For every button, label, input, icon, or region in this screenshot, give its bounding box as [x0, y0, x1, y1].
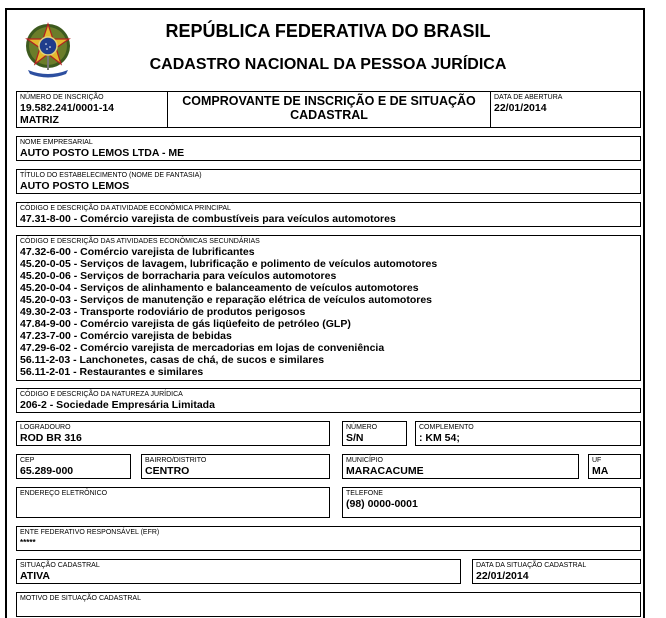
situacao-label: SITUAÇÃO CADASTRAL — [20, 562, 100, 569]
municipio-label: MUNICÍPIO — [346, 457, 383, 464]
abertura-box — [490, 91, 641, 128]
natureza-juridica-label: CÓDIGO E DESCRIÇÃO DA NATUREZA JURÍDICA — [20, 391, 183, 398]
data-situacao-label: DATA DA SITUAÇÃO CADASTRAL — [476, 562, 587, 569]
atividades-secundarias-box — [16, 235, 641, 381]
list-item: 45.20-0-05 - Serviços de lavagem, lubrificação e polimento de veículos automotores — [20, 258, 438, 270]
page-subtitle: CADASTRO NACIONAL DA PESSOA JURÍDICA — [149, 56, 507, 73]
bairro-value: CENTRO — [145, 465, 190, 477]
bairro-label: BAIRRO/DISTRITO — [145, 457, 207, 464]
comprovante-title-line2: CADASTRAL — [290, 108, 368, 122]
uf-label: UF — [592, 457, 602, 464]
logradouro-value: ROD BR 316 — [20, 432, 82, 444]
uf-value: MA — [592, 465, 609, 477]
numero-label: NÚMERO — [346, 424, 378, 431]
inscricao-type: MATRIZ — [20, 114, 59, 126]
inscricao-number: 19.582.241/0001-14 — [20, 102, 115, 114]
list-item: 45.20-0-04 - Serviços de alinhamento e balanceamento de veículos automotores — [20, 282, 419, 294]
natureza-juridica-box — [16, 388, 641, 413]
uf-box — [588, 454, 641, 479]
atividade-principal-box — [16, 202, 641, 227]
situacao-value: ATIVA — [20, 570, 50, 582]
complemento-label: COMPLEMENTO — [419, 424, 474, 431]
list-item: 56.11-2-03 - Lanchonetes, casas de chá, de sucos e similares — [20, 354, 325, 366]
telefone-label: TELEFONE — [346, 490, 383, 497]
abertura-label: DATA DE ABERTURA — [494, 94, 563, 101]
efr-label: ENTE FEDERATIVO RESPONSÁVEL (EFR) — [20, 529, 160, 536]
cep-label: CEP — [20, 457, 35, 464]
nome-empresarial-box — [16, 136, 641, 161]
list-item: 49.30-2-03 - Transporte rodoviário de produtos perigosos — [20, 306, 306, 318]
list-item: 47.84-9-00 - Comércio varejista de gás liqüefeito de petróleo (GLP) — [20, 318, 351, 330]
bairro-box — [141, 454, 330, 479]
titulo-box — [16, 169, 641, 194]
list-item: 45.20-0-06 - Serviços de borracharia para veículos automotores — [20, 270, 337, 282]
numero-value: S/N — [346, 432, 364, 444]
telefone-value: (98) 0000-0001 — [346, 498, 418, 510]
complemento-value: : KM 54; — [419, 432, 460, 444]
efr-box — [16, 526, 641, 551]
complemento-box — [415, 421, 641, 446]
titulo-label: TÍTULO DO ESTABELECIMENTO (NOME DE FANTASIA) — [20, 172, 202, 179]
logradouro-box — [16, 421, 330, 446]
inscricao-label: NÚMERO DE INSCRIÇÃO — [20, 94, 104, 101]
cep-value: 65.289-000 — [20, 465, 74, 477]
list-item: 47.29-6-02 - Comércio varejista de mercadorias em lojas de conveniência — [20, 342, 385, 354]
numero-box — [342, 421, 407, 446]
logradouro-label: LOGRADOURO — [20, 424, 71, 431]
list-item: 47.32-6-00 - Comércio varejista de lubrificantes — [20, 246, 255, 258]
email-box — [16, 487, 330, 518]
cep-box — [16, 454, 131, 479]
comprovante-box — [167, 91, 491, 128]
efr-value: ***** — [20, 538, 36, 547]
situacao-box — [16, 559, 461, 584]
motivo-label: MOTIVO DE SITUAÇÃO CADASTRAL — [20, 595, 141, 602]
comprovante-title-line1: COMPROVANTE DE INSCRIÇÃO E DE SITUAÇÃO — [182, 94, 476, 108]
abertura-value: 22/01/2014 — [494, 102, 547, 114]
list-item: 45.20-0-03 - Serviços de manutenção e reparação elétrica de veículos automotores — [20, 294, 433, 306]
data-situacao-box — [472, 559, 641, 584]
nome-empresarial-label: NOME EMPRESARIAL — [20, 139, 93, 146]
data-situacao-value: 22/01/2014 — [476, 570, 529, 582]
list-item: 56.11-2-01 - Restaurantes e similares — [20, 366, 204, 378]
telefone-box — [342, 487, 641, 518]
email-label: ENDEREÇO ELETRÔNICO — [20, 490, 108, 497]
nome-empresarial-value: AUTO POSTO LEMOS LTDA - ME — [20, 147, 185, 159]
page-title: REPÚBLICA FEDERATIVA DO BRASIL — [165, 21, 491, 41]
natureza-juridica-value: 206-2 - Sociedade Empresária Limitada — [20, 399, 215, 411]
list-item: 47.23-7-00 - Comércio varejista de bebidas — [20, 330, 232, 342]
atividades-secundarias-list — [20, 246, 437, 378]
atividades-secundarias-label: CÓDIGO E DESCRIÇÃO DAS ATIVIDADES ECONÔMICAS SECUNDÁRIAS — [20, 238, 260, 245]
atividade-principal-value: 47.31-8-00 - Comércio varejista de combustíveis para veículos automotores — [20, 213, 396, 225]
municipio-box — [342, 454, 579, 479]
atividade-principal-label: CÓDIGO E DESCRIÇÃO DA ATIVIDADE ECONÔMICA PRINCIPAL — [20, 205, 231, 212]
titulo-value: AUTO POSTO LEMOS — [20, 180, 130, 192]
municipio-value: MARACACUME — [346, 465, 424, 477]
inscricao-box — [16, 91, 168, 128]
